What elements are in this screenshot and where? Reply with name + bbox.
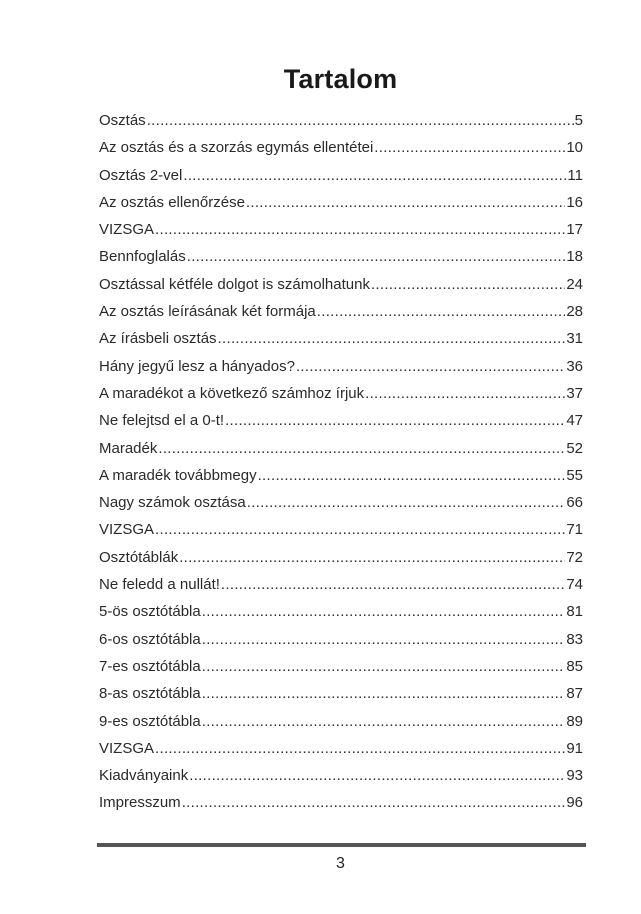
toc-entry-title: Hány jegyű lesz a hányados? [99,357,295,375]
toc-entry[interactable] [99,435,583,462]
toc-dot-leader [155,216,565,243]
toc-entry[interactable] [99,462,583,489]
toc-entry-title: Maradék [99,439,158,457]
toc-entry[interactable] [99,735,583,762]
toc-entry[interactable] [99,325,583,352]
toc-entry[interactable] [99,516,583,543]
toc-entry-title: VIZSGA [99,221,155,239]
toc-entry-page: 72 [566,548,583,566]
toc-dot-leader [218,325,566,352]
toc-dot-leader [158,435,565,462]
toc-entry-title: A maradékot a következő számhoz írjuk [99,384,365,402]
toc-entry[interactable] [99,271,583,298]
toc-entry-page: 87 [566,685,583,703]
toc-dot-leader [225,407,565,434]
toc-entry-page: 85 [566,657,583,675]
toc-entry-page: 10 [566,139,583,157]
footer-divider [97,843,586,847]
toc-entry-page: 11 [567,166,583,184]
toc-entry-title: Az osztás leírásának két formája [99,303,316,321]
toc-entry-title: Osztótáblák [99,548,179,566]
toc-entry-title: VIZSGA [99,739,155,757]
toc-entry-page: 55 [566,466,583,484]
toc-entry-page: 83 [566,630,583,648]
toc-dot-leader [187,243,566,270]
toc-entry-page: 52 [566,439,583,457]
toc-entry-page: 36 [566,357,583,375]
toc-entry[interactable] [99,762,583,789]
toc-entry-page: 66 [566,494,583,512]
toc-dot-leader [247,489,566,516]
toc-entry-title: Osztás [99,112,146,129]
toc-entry-page: 24 [566,275,583,293]
toc-entry-title: Osztás 2-vel [99,166,183,184]
toc-entry[interactable] [99,680,583,707]
toc-entry-page: 18 [566,248,583,266]
toc-dot-leader [155,735,565,762]
toc-entry-page: 91 [566,739,583,757]
toc-dot-leader [202,653,566,680]
toc-dot-leader [365,380,565,407]
toc-entry[interactable] [99,134,583,161]
toc-entry-page: 16 [566,193,583,211]
toc-entry-title: 6-os osztótábla [99,630,201,648]
toc-entry[interactable] [99,353,583,380]
toc-entry[interactable] [99,571,583,598]
toc-entry-title: 7-es osztótábla [99,657,201,675]
toc-dot-leader [371,271,565,298]
toc-dot-leader [202,598,566,625]
table-of-contents [99,107,583,817]
toc-entry[interactable] [99,216,583,243]
toc-entry-title: Osztással kétféle dolgot is számolhatunk [99,275,370,293]
page-number: 3 [336,855,345,872]
toc-entry-page: 17 [566,221,583,239]
toc-entry[interactable] [99,107,583,134]
toc-entry[interactable] [99,708,583,735]
toc-dot-leader [155,516,565,543]
toc-entry-title: Ne felejtsd el a 0-t! [99,412,225,430]
page-title: Tartalom [283,64,398,94]
toc-entry[interactable] [99,189,583,216]
toc-entry-title: Az osztás ellenőrzése [99,193,245,211]
toc-entry[interactable] [99,489,583,516]
toc-entry-title: VIZSGA [99,521,155,539]
toc-entry-title: Ne feledd a nullát! [99,576,220,594]
toc-dot-leader [189,762,565,789]
toc-entry-title: Az osztás és a szorzás egymás ellentétei [99,139,374,157]
toc-entry-page: 28 [566,303,583,321]
toc-dot-leader [296,353,565,380]
toc-dot-leader [317,298,566,325]
toc-entry-title: 8-as osztótábla [99,685,201,703]
toc-entry[interactable] [99,789,583,816]
toc-entry-page: 37 [566,384,583,402]
toc-dot-leader [183,162,566,189]
toc-entry-page: 96 [566,794,583,812]
toc-dot-leader [258,462,566,489]
toc-dot-leader [182,789,566,816]
toc-entry-page: 74 [566,576,583,594]
toc-entry-title: Impresszum [99,794,181,812]
toc-dot-leader [221,571,565,598]
toc-entry[interactable] [99,243,583,270]
toc-entry-page: 31 [566,330,583,348]
toc-entry-title: Az írásbeli osztás [99,330,217,348]
toc-entry-title: Kiadványaink [99,767,189,785]
toc-entry-page: 71 [566,521,583,539]
toc-entry[interactable] [99,407,583,434]
toc-entry[interactable] [99,626,583,653]
toc-entry-page: 93 [566,767,583,785]
toc-entry[interactable] [99,162,583,189]
toc-dot-leader [202,626,566,653]
toc-dot-leader [374,134,565,161]
toc-entry-title: Bennfoglalás [99,248,186,266]
toc-entry[interactable] [99,598,583,625]
toc-entry-title: A maradék továbbmegy [99,466,257,484]
toc-entry[interactable] [99,380,583,407]
toc-entry-page: 89 [566,712,583,730]
toc-entry-title: 5-ös osztótábla [99,603,201,621]
toc-entry-page: 81 [566,603,583,621]
toc-entry-page: 5 [574,112,583,129]
toc-dot-leader [179,544,565,571]
toc-entry-title: Nagy számok osztása [99,494,246,512]
toc-dot-leader [147,107,574,134]
toc-entry[interactable] [99,544,583,571]
toc-entry[interactable] [99,298,583,325]
toc-dot-leader [246,189,565,216]
toc-entry-title: 9-es osztótábla [99,712,201,730]
toc-dot-leader [202,708,566,735]
toc-entry[interactable] [99,653,583,680]
toc-entry-page: 47 [566,412,583,430]
toc-dot-leader [202,680,566,707]
